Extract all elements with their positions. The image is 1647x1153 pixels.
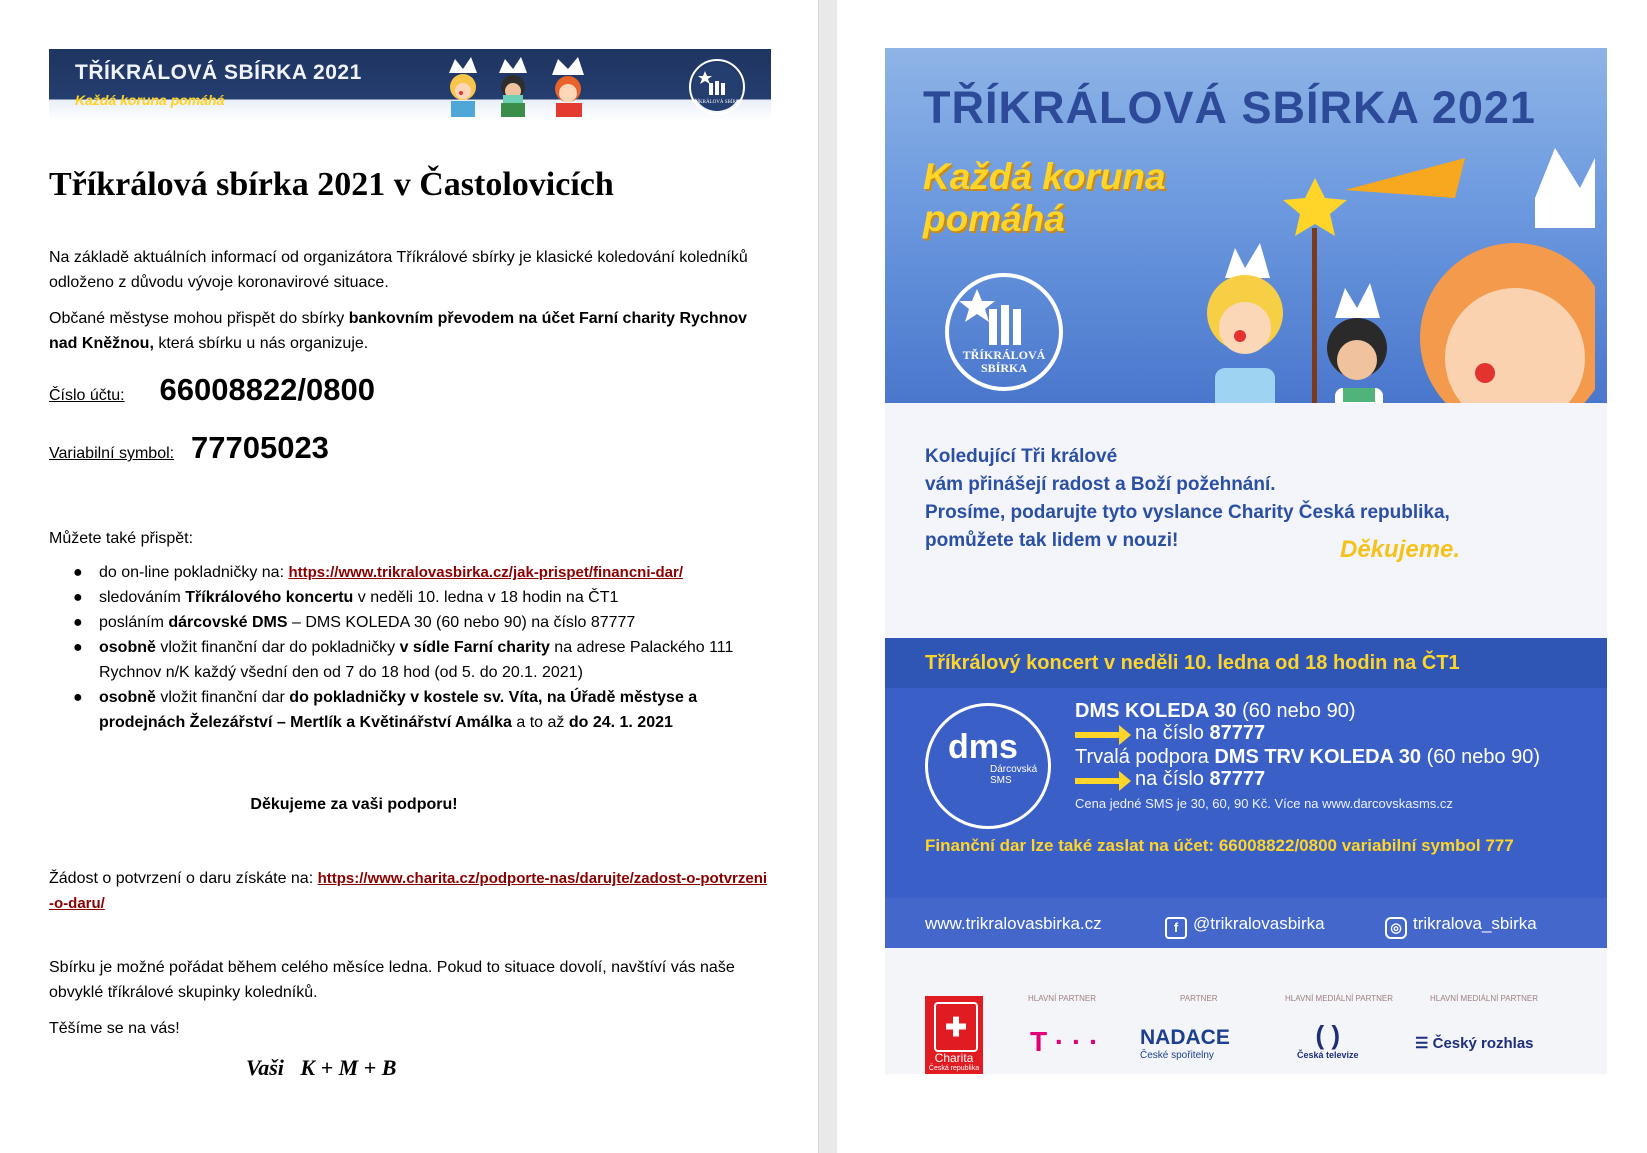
sms-number: 87777 <box>1209 768 1266 790</box>
account-line <box>49 370 769 416</box>
ct-icon: ( ) <box>1315 1020 1341 1050</box>
variable-symbol-value: 77705023 <box>191 430 329 465</box>
banner-title: TŘÍKRÁLOVÁ SBÍRKA 2021 <box>75 61 362 84</box>
sms-trv-code: DMS TRV KOLEDA 30 <box>1214 746 1422 768</box>
instagram-handle <box>1385 914 1537 939</box>
list-item <box>49 685 769 735</box>
list-item-bold: osobně <box>99 639 156 656</box>
poster-title: TŘÍKRÁLOVÁ SBÍRKA 2021 <box>923 82 1536 133</box>
ct-text: Česká televize <box>1297 1050 1359 1060</box>
bullet-icon: ● <box>73 689 83 706</box>
sms-koleda-line <box>1075 700 1356 723</box>
header-banner <box>49 49 771 121</box>
sms-number-label: na číslo <box>1135 768 1210 790</box>
list-item-bold: Tříkrálového koncertu <box>185 589 354 606</box>
king-illustration-m <box>489 55 539 117</box>
list-item <box>49 585 769 610</box>
dms-logo <box>925 703 1051 829</box>
nadace-logo <box>1140 1026 1230 1061</box>
charita-logo-text <box>925 1052 983 1073</box>
sms-code-options: (60 nebo 90) <box>1236 700 1356 722</box>
instagram-text: trikralova_sbirka <box>1413 914 1537 933</box>
list-item <box>49 635 769 685</box>
arrow-icon <box>1075 778 1121 784</box>
bullet-icon: ● <box>73 589 83 606</box>
transfer-text-a: Občané městyse mohou přispět do sbírky <box>49 310 349 327</box>
list-item-bold: osobně <box>99 689 156 706</box>
list-item-text: vložit finanční dar <box>155 689 290 706</box>
poster-message-line: pomůžete tak lidem v nouzi! <box>925 530 1179 551</box>
list-item-bold: v sídle Farní charity <box>399 639 550 656</box>
bullet-icon: ● <box>73 564 83 581</box>
donation-link[interactable]: https://www.trikralovasbirka.cz/jak-prispet/financni-dar/ <box>288 564 683 581</box>
banner-subtitle: Každá koruna pomáhá <box>75 92 225 108</box>
poster-tks-logo <box>945 273 1063 391</box>
bullet-icon: ● <box>73 614 83 631</box>
poster-logo-text: TŘÍKRÁLOVÁ SBÍRKA <box>962 348 1046 375</box>
list-item-text: vložit finanční dar do pokladničky <box>155 639 400 656</box>
closing-paragraph: Sbírku je možné pořádat během celého měsíce ledna. Pokud to situace dovolí, navštíví vás naše obvyklé tříkrálové skupinky koledníků. <box>49 959 735 1001</box>
rozhlas-text: Český rozhlas <box>1432 1035 1534 1052</box>
poster-subtitle: Každá koruna pomáhá <box>923 156 1166 239</box>
web-address: www.trikralovasbirka.cz <box>925 914 1102 933</box>
sms-number-label: na číslo <box>1135 722 1210 744</box>
sms-number-line <box>1135 768 1265 791</box>
list-item-text: v neděli 10. ledna v 18 hodin na ČT1 <box>353 589 619 606</box>
sms-trv-line <box>1075 746 1540 769</box>
confirmation-link[interactable]: https://www.charita.cz/podporte-nas/darujte/zadost-o-potvrzeni-o-daru/ <box>49 870 768 912</box>
sms-trv-options: (60 nebo 90) <box>1421 746 1541 768</box>
account-number: 66008822/0800 <box>159 372 376 407</box>
nadace-subtext: České spořitelny <box>1140 1050 1214 1061</box>
poster-message-line: vám přinášejí radost a Boží požehnání. <box>925 474 1276 495</box>
transfer-text-bold: bankovním převodem na účet Farní charity Rychnov nad Kněžnou, <box>49 310 748 352</box>
intro-paragraph: Na základě aktuálních informací od organizátora Tříkrálové sbírky je klasické koledování koledníků odloženo z důvodu vývoje koronavirové situace. <box>49 249 748 291</box>
transfer-paragraph <box>49 306 769 356</box>
list-item-bold: dárcovské DMS <box>168 614 288 631</box>
confirmation-request <box>49 866 769 916</box>
poster-message-line: Prosíme, podarujte tyto vyslance Charity Česká republika, <box>925 502 1450 523</box>
bullet-icon: ● <box>73 639 83 656</box>
sms-number-line <box>1135 722 1265 745</box>
list-item <box>49 610 769 635</box>
list-item <box>49 560 769 585</box>
cross-icon: ✚ <box>934 1002 978 1052</box>
looking-forward: Těšíme se na vás! <box>49 1020 180 1037</box>
ct-logo <box>1297 1020 1359 1060</box>
facebook-handle <box>1165 914 1325 939</box>
dms-logo-text: dms <box>948 728 1018 766</box>
sms-number: 87777 <box>1209 722 1266 744</box>
nadace-text: NADACE <box>1140 1026 1230 1049</box>
partner-caption: HLAVNÍ MEDIÁLNÍ PARTNER <box>1285 994 1394 1003</box>
financial-gift-line: Finanční dar lze také zaslat na účet: 66008822/0800 variabilní symbol 777 <box>925 836 1514 855</box>
charita-name: Charita <box>934 1051 974 1065</box>
rozhlas-icon: ☰ <box>1415 1035 1433 1052</box>
account-label: Číslo účtu: <box>49 387 125 404</box>
confirmation-label: Žádost o potvrzení o daru získáte na: <box>49 870 318 887</box>
facebook-text: @trikralovasbirka <box>1193 914 1325 933</box>
list-item-bold: do 24. 1. 2021 <box>568 714 673 731</box>
page-gutter <box>818 0 838 1153</box>
sms-price-note: Cena jedné SMS je 30, 60, 90 Kč. Více na www.darcovskasms.cz <box>1075 796 1453 811</box>
poster-message-line: Koledující Tři králové <box>925 446 1118 467</box>
transfer-text-c: která sbírku u nás organizuje. <box>153 335 369 352</box>
list-item-text: do on-line pokladničky na: <box>99 564 289 581</box>
rozhlas-logo <box>1415 1034 1534 1052</box>
list-item-text: posláním <box>99 614 169 631</box>
list-item-text: a to až <box>511 714 569 731</box>
signature: Vaši K + M + B <box>246 1055 397 1080</box>
sms-code: DMS KOLEDA 30 <box>1075 700 1237 722</box>
concert-text: Tříkrálový koncert v neděli 10. ledna od 18 hodin na ČT1 <box>925 652 1460 674</box>
document-page <box>0 0 818 1153</box>
partner-caption: PARTNER <box>1180 994 1218 1003</box>
partner-caption: HLAVNÍ PARTNER <box>1028 994 1097 1003</box>
tmobile-logo: T · · · <box>1030 1026 1099 1057</box>
dms-logo-subtext: Dárcovská SMS <box>990 764 1038 786</box>
list-item-text: – DMS KOLEDA 30 (60 nebo 90) na číslo 87777 <box>287 614 636 631</box>
list-item-bold: do pokladničky v kostele sv. Víta, na Úřadě městyse a prodejnách Železářství – Mertlík a Květinářství Amálka <box>99 689 698 731</box>
partner-caption: HLAVNÍ MEDIÁLNÍ PARTNER <box>1430 994 1539 1003</box>
arrow-icon <box>1075 732 1121 738</box>
partners-area <box>885 948 1607 1074</box>
contribution-list <box>49 560 769 735</box>
facebook-icon: f <box>1165 917 1187 939</box>
variable-symbol-label: Variabilní symbol: <box>49 445 175 462</box>
king-illustration-k <box>439 55 489 117</box>
list-item-text: na adrese Palackého 111 Rychnov n/K každý všední den od 7 do 18 hod (od 5. do 20.1. 2021) <box>99 639 734 681</box>
charita-sub: Česká republika <box>928 1065 980 1072</box>
charita-logo <box>925 996 983 1074</box>
instagram-icon: ◎ <box>1385 917 1407 939</box>
sms-trv-label: Trvalá podpora <box>1075 746 1215 768</box>
also-contribute-label: Můžete také přispět: <box>49 530 194 547</box>
king-illustration-b <box>544 55 594 117</box>
list-item-text: sledováním <box>99 589 186 606</box>
tks-logo-text: TŘÍKRÁLOVÁ SBÍRKA <box>690 100 744 105</box>
variable-symbol-line <box>49 428 769 474</box>
thanks-line: Děkujeme za vaši podporu! <box>250 796 458 813</box>
tks-logo-icon <box>689 59 745 115</box>
poster-image <box>885 48 1607 1074</box>
page-title: Tříkrálová sbírka 2021 v Častolovicích <box>49 166 614 203</box>
poster-thanks: Děkujeme. <box>1340 536 1461 563</box>
